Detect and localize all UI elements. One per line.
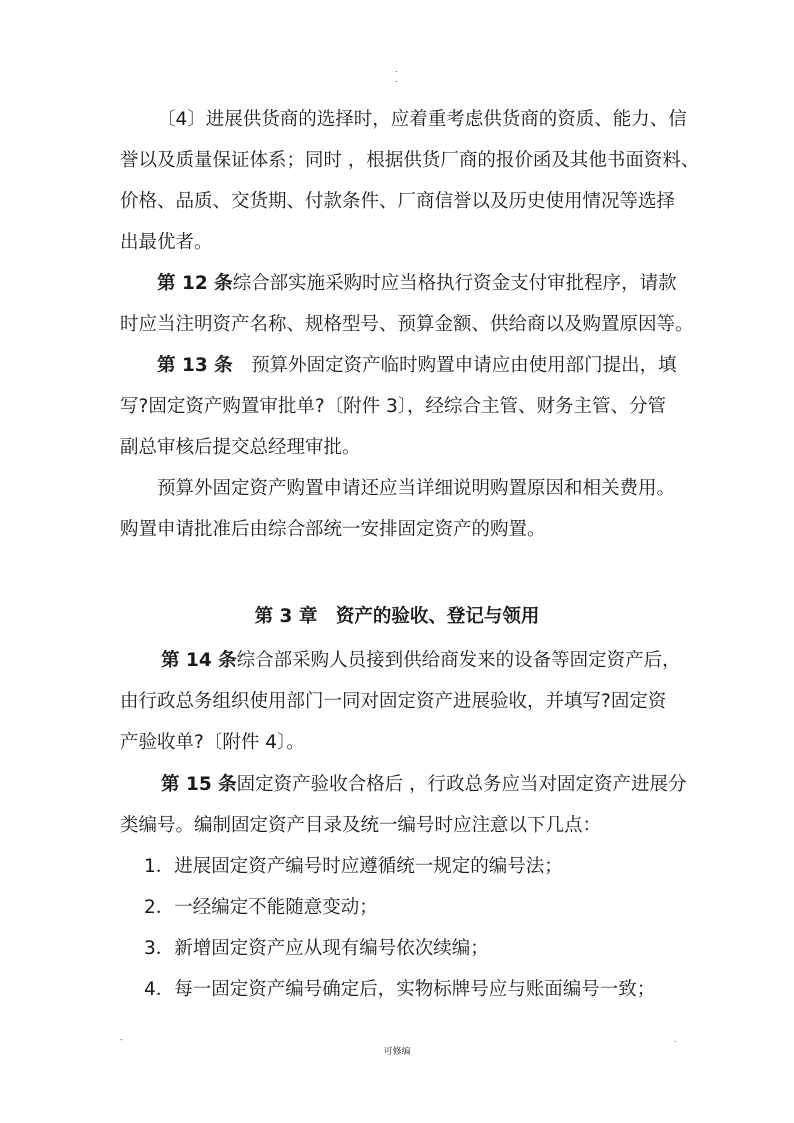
article-15 — [120, 764, 687, 846]
text-line: 价格、品质、交货期、付款条件、厂商信誉以及历史使用情况等选择 — [120, 191, 676, 212]
article-label: 第 14 条 — [161, 650, 237, 671]
article-12 — [120, 263, 694, 345]
text-line: 由行政总务组织使用部门一同对固定资产进展验收，并填写?固定资 — [120, 691, 667, 712]
text-line: 写?固定资产购置审批单?〔附件 3〕，经综合主管、财务主管、分管 — [120, 396, 667, 417]
footer-mark-left: - — [120, 1035, 123, 1044]
header-mark-2: . — [395, 75, 398, 84]
text-line: 副总审核后提交总经理审批。 — [120, 437, 361, 458]
numbering-rules-list — [144, 846, 655, 1010]
text-line: 出最优者。 — [120, 232, 213, 253]
text-line: 预算外固定资产购置申请还应当详细说明购置原因和相关费用。 — [157, 478, 676, 499]
list-item: 4．每一固定资产编号确定后，实物标牌号应与账面编号一致； — [144, 979, 656, 1000]
footer-mark-right: . — [674, 1035, 677, 1044]
article-label: 第 12 条 — [157, 273, 233, 294]
footer-label: 可修编 — [383, 1047, 411, 1057]
paragraph-budget-purchase — [120, 468, 676, 550]
text-line: 固定资产验收合格后 ，行政总务应当对固定资产进展分 — [236, 774, 687, 795]
text-line: 预算外固定资产临时购置申请应由使用部门提出，填 — [232, 355, 677, 376]
text-line: 购置申请批准后由综合部统一安排固定资产的购置。 — [120, 519, 546, 540]
article-13 — [120, 345, 676, 468]
text-line: 产验收单?〔附件 4〕。 — [120, 732, 305, 753]
article-label: 第 15 条 — [161, 774, 237, 795]
article-14 — [120, 640, 681, 763]
list-item: 2．一经编定不能随意变动； — [144, 897, 378, 918]
header-mark: . — [395, 65, 398, 74]
paragraph-supplier-selection — [120, 99, 700, 263]
list-item: 3．新增固定资产应从现有编号依次续编； — [144, 938, 489, 959]
text-line: 〔4〕进展供货商的选择时，应着重考虑供货商的资质、能力、信 — [157, 109, 687, 130]
list-item: 1．进展固定资产编号时应遵循统一规定的编号法； — [144, 856, 563, 877]
chapter-heading: 第 3 章 资产的验收、登记与领用 — [254, 606, 540, 627]
text-line: 综合部实施采购时应当格执行资金支付审批程序，请款 — [232, 273, 677, 294]
text-line: 综合部采购人员接到供给商发来的设备等固定资产后， — [236, 650, 681, 671]
text-line: 时应当注明资产名称、规格型号、预算金额、供给商以及购置原因等。 — [120, 314, 694, 335]
text-line: 誉以及质量保证体系；同时 ，根据供货厂商的报价函及其他书面资料、 — [120, 150, 700, 171]
text-line: 类编号。编制固定资产目录及统一编号时应注意以下几点： — [120, 815, 602, 836]
article-label: 第 13 条 — [157, 355, 233, 376]
